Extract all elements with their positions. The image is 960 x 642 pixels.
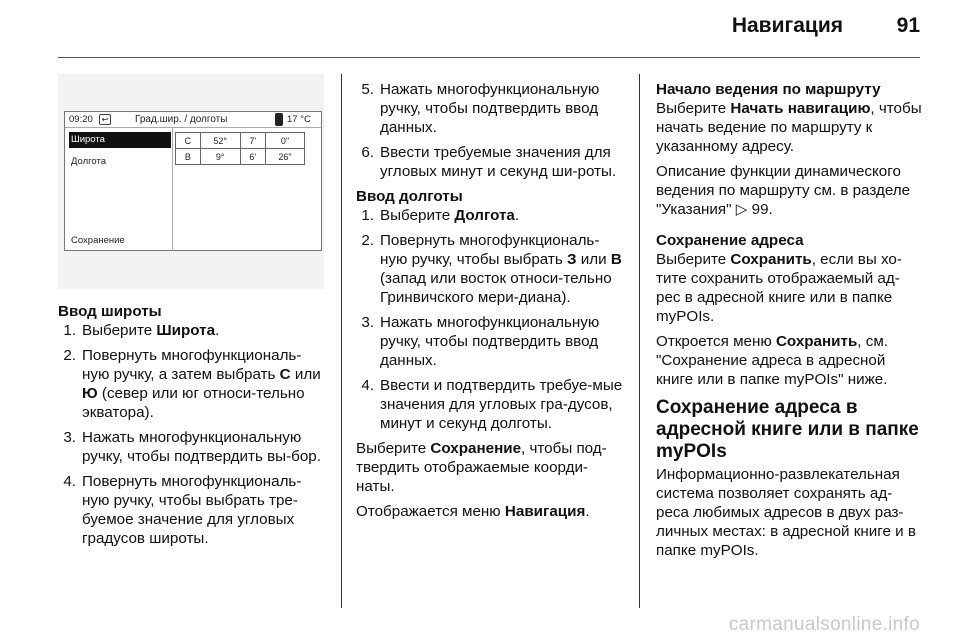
screen-menu-latitude: Широта (69, 132, 171, 148)
step-text: Ввести требуемые значения для угловых минут и секунд ши-роты. (380, 144, 617, 180)
step-number: 1. (361, 207, 374, 224)
section-heading-large: Сохранение адреса в адресной книге или в папке myPOIs (656, 397, 919, 462)
coordinates-grid (175, 132, 305, 165)
step-number: 5. (361, 81, 374, 98)
step-text: Повернуть многофункциональ-ную ручку, чтобы выбрать З или В (запад или восток относи-тельно Гринвичского мери-диана). (380, 232, 622, 306)
column-2 (356, 80, 624, 527)
step-item (356, 231, 624, 307)
longitude-heading: Ввод долготы (356, 188, 463, 205)
coordinates-row-north (176, 133, 305, 149)
header-rule (58, 57, 920, 58)
coordinates-row-east (176, 149, 305, 165)
coord-cell: 26" (265, 149, 304, 165)
watermark: carmanualsonline.info (728, 614, 920, 635)
coord-cell: 6' (240, 149, 265, 165)
step-text: Повернуть многофункциональ-ную ручку, а затем выбрать С или Ю (север или юг относи-тельно экватора). (82, 347, 321, 421)
step-text: Выберите Широта. (82, 322, 220, 339)
coord-cell: 7' (240, 133, 265, 149)
step-item (356, 80, 624, 137)
thermometer-icon (275, 113, 283, 126)
step-text: Выберите Долгота. (380, 207, 520, 224)
step-number: 4. (361, 377, 374, 394)
column-divider-2 (639, 74, 640, 608)
coord-cell: 0" (265, 133, 304, 149)
coord-cell: 9° (200, 149, 240, 165)
page-header-title: Навигация (731, 14, 843, 37)
step-item (58, 428, 324, 466)
paragraph: Выберите Сохранение, чтобы под-твердить отображаемые коорди-наты. (356, 440, 607, 495)
screen-vertical-rule (172, 128, 173, 251)
screen-time: 09:20 (69, 114, 93, 125)
paragraph: Откроется меню Сохранить, см. "Сохранение адреса в адресной книге или в папке myPOIs" ниже. (656, 333, 888, 388)
step-item (58, 346, 324, 422)
page-reference-icon: ▷ (735, 201, 748, 218)
section-heading: Начало ведения по маршруту (656, 81, 881, 98)
screen-title: Град.шир. / долготы (135, 114, 228, 125)
step-text: Нажать многофункциональную ручку, чтобы подтвердить ввод данных. (380, 314, 600, 369)
paragraph: Информационно-развлекательная система позволяет сохранять ад-реса любимых адресов в двух раз-личных местах: в адресной книге и в папке myPOIs. (656, 466, 916, 559)
paragraph: Описание функции динамического ведения по маршруту см. в разделе "Указания" ▷ 99. (656, 163, 911, 218)
screen-illustration (58, 74, 324, 289)
step-number: 2. (361, 232, 374, 249)
step-number: 6. (361, 144, 374, 161)
step-text: Ввести и подтвердить требуе-мые значения для угловых гра-дусов, минут и секунд долготы. (380, 377, 623, 432)
step-item (356, 313, 624, 370)
screen-menu-save: Сохранение (71, 235, 125, 246)
screen-menu-longitude: Долгота (71, 156, 107, 167)
step-number: 3. (63, 429, 76, 446)
step-text: Повернуть многофункциональ-ную ручку, чтобы выбрать тре-буемое значение для угловых градусов широты. (82, 473, 302, 547)
column-3 (656, 80, 922, 566)
step-number: 3. (361, 314, 374, 331)
coord-cell: 52° (200, 133, 240, 149)
screen-temperature: 17 °C (287, 114, 311, 125)
page-number: 91 (896, 14, 920, 37)
section-heading: Сохранение адреса (656, 232, 804, 249)
device-screen (64, 111, 322, 251)
paragraph: Выберите Начать навигацию, чтобы начать ведение по маршруту к указанному адресу. (656, 100, 922, 155)
column-divider-1 (341, 74, 342, 608)
coord-cell: С (176, 133, 201, 149)
step-item (356, 376, 624, 433)
screen-menu (69, 132, 171, 176)
coord-cell: В (176, 149, 201, 165)
step-item (356, 143, 624, 181)
step-text: Нажать многофункциональную ручку, чтобы подтвердить вы-бор. (82, 429, 321, 465)
back-icon: ↩ (99, 114, 111, 125)
column-1 (58, 302, 324, 554)
screen-header (65, 112, 321, 128)
step-item (58, 321, 324, 340)
step-item (58, 472, 324, 548)
step-number: 1. (63, 322, 76, 339)
paragraph: Отображается меню Навигация. (356, 503, 590, 520)
paragraph: Выберите Сохранить, если вы хо-тите сохранить отображаемый ад-рес в адресной книге или в папке myPOIs. (656, 251, 902, 325)
step-item (356, 206, 624, 225)
step-number: 4. (63, 473, 76, 490)
step-number: 2. (63, 347, 76, 364)
step-text: Нажать многофункциональную ручку, чтобы подтвердить ввод данных. (380, 81, 600, 136)
latitude-heading: Ввод широты (58, 303, 162, 320)
